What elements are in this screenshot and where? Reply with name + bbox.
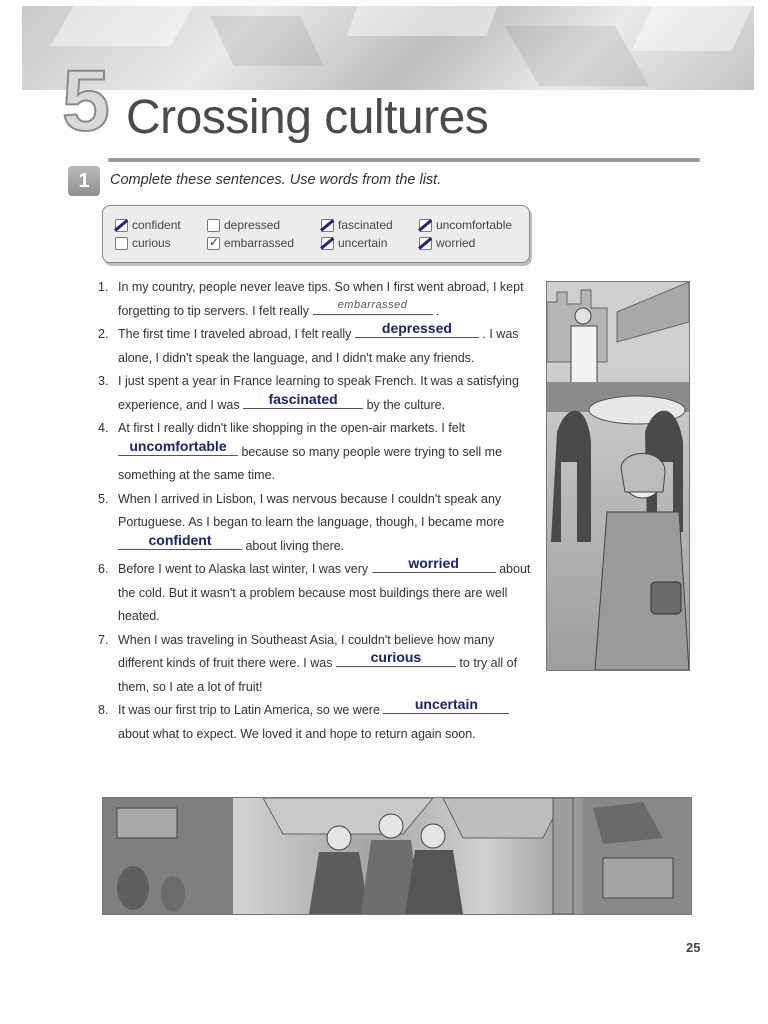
- title-rule: [108, 158, 700, 162]
- sentence-list: [98, 276, 538, 746]
- list-item: 7. When I was traveling in Southeast Asia, I couldn't believe how many different kinds of fruit there were. I was curious to try all of them, so I ate a lot of fruit!: [98, 632, 518, 694]
- word-option[interactable]: worried: [419, 236, 475, 250]
- list-item: 6. Before I went to Alaska last winter, I was very worried about the cold. But it wasn't a problem because most buildings there are well heated.: [98, 555, 531, 623]
- answer-text: confident: [148, 531, 212, 548]
- slash-mark-icon[interactable]: [321, 237, 334, 250]
- answer-blank[interactable]: [355, 320, 479, 338]
- word-option[interactable]: uncomfortable: [419, 218, 512, 232]
- word-option[interactable]: depressed: [207, 218, 280, 232]
- market-illustration: [102, 797, 692, 915]
- word-option[interactable]: confident: [115, 218, 181, 232]
- answer-text: fascinated: [268, 390, 338, 407]
- word-option[interactable]: fascinated: [321, 218, 393, 232]
- answer-text: worried: [408, 555, 459, 571]
- answer-text: uncomfortable: [129, 437, 227, 454]
- word-option[interactable]: ✓ embarrassed: [207, 236, 294, 250]
- slash-mark-icon[interactable]: [419, 219, 432, 232]
- list-item: 4. At first I really didn't like shopping in the open-air markets. I felt uncomfortable because so many people were trying to sell me something at the same time.: [98, 421, 503, 482]
- slash-mark-icon[interactable]: [419, 237, 432, 250]
- header-banner: [22, 6, 754, 90]
- answer-blank[interactable]: [383, 696, 509, 714]
- answer-blank[interactable]: [118, 531, 242, 550]
- cafe-illustration: [546, 281, 690, 671]
- checkbox-icon[interactable]: [115, 237, 128, 250]
- answer-blank[interactable]: [313, 300, 433, 315]
- answer-blank[interactable]: [118, 437, 238, 456]
- answer-text: embarrassed: [337, 298, 408, 311]
- answer-blank[interactable]: [336, 649, 456, 667]
- unit-number: 5: [62, 53, 110, 149]
- word-list-box: [102, 205, 530, 263]
- list-item: 3. I just spent a year in France learning to speak French. It was a satisfying experience, and I was fascinated by the culture.: [98, 374, 519, 412]
- list-item: 5. When I arrived in Lisbon, I was nervous because I couldn't speak any Portuguese. As I began to learn the language, though, I became more confident about living there.: [98, 491, 505, 553]
- list-item: 2. The first time I traveled abroad, I felt really depressed . I was alone, I didn't speak the language, and I didn't make any friends.: [98, 320, 519, 365]
- answer-blank[interactable]: [372, 555, 496, 573]
- answer-text: depressed: [381, 320, 452, 336]
- exercise-instruction: Complete these sentences. Use words from the list.: [110, 172, 442, 188]
- cafe-scene-image: [547, 282, 689, 670]
- slash-mark-icon[interactable]: [115, 219, 128, 232]
- page-number: 25: [686, 940, 701, 955]
- market-scene-image: [103, 798, 691, 914]
- exercise-number: 1: [68, 166, 100, 196]
- tick-mark-icon[interactable]: [207, 237, 220, 250]
- checkbox-icon[interactable]: [207, 219, 220, 232]
- slash-mark-icon[interactable]: [321, 219, 334, 232]
- answer-blank[interactable]: [243, 390, 363, 409]
- answer-text: uncertain: [414, 696, 478, 712]
- unit-title: Crossing cultures: [126, 91, 489, 144]
- word-option[interactable]: uncertain: [321, 236, 387, 250]
- list-item: 1. In my country, people never leave tips. So when I first went abroad, I kept forgetting to tip servers. I felt really embarrassed .: [98, 280, 524, 318]
- list-item: 8. It was our first trip to Latin America, so we were uncertain about what to expect. We loved it and hope to return again soon.: [98, 699, 538, 746]
- word-option[interactable]: curious: [115, 236, 171, 250]
- answer-text: curious: [370, 649, 422, 665]
